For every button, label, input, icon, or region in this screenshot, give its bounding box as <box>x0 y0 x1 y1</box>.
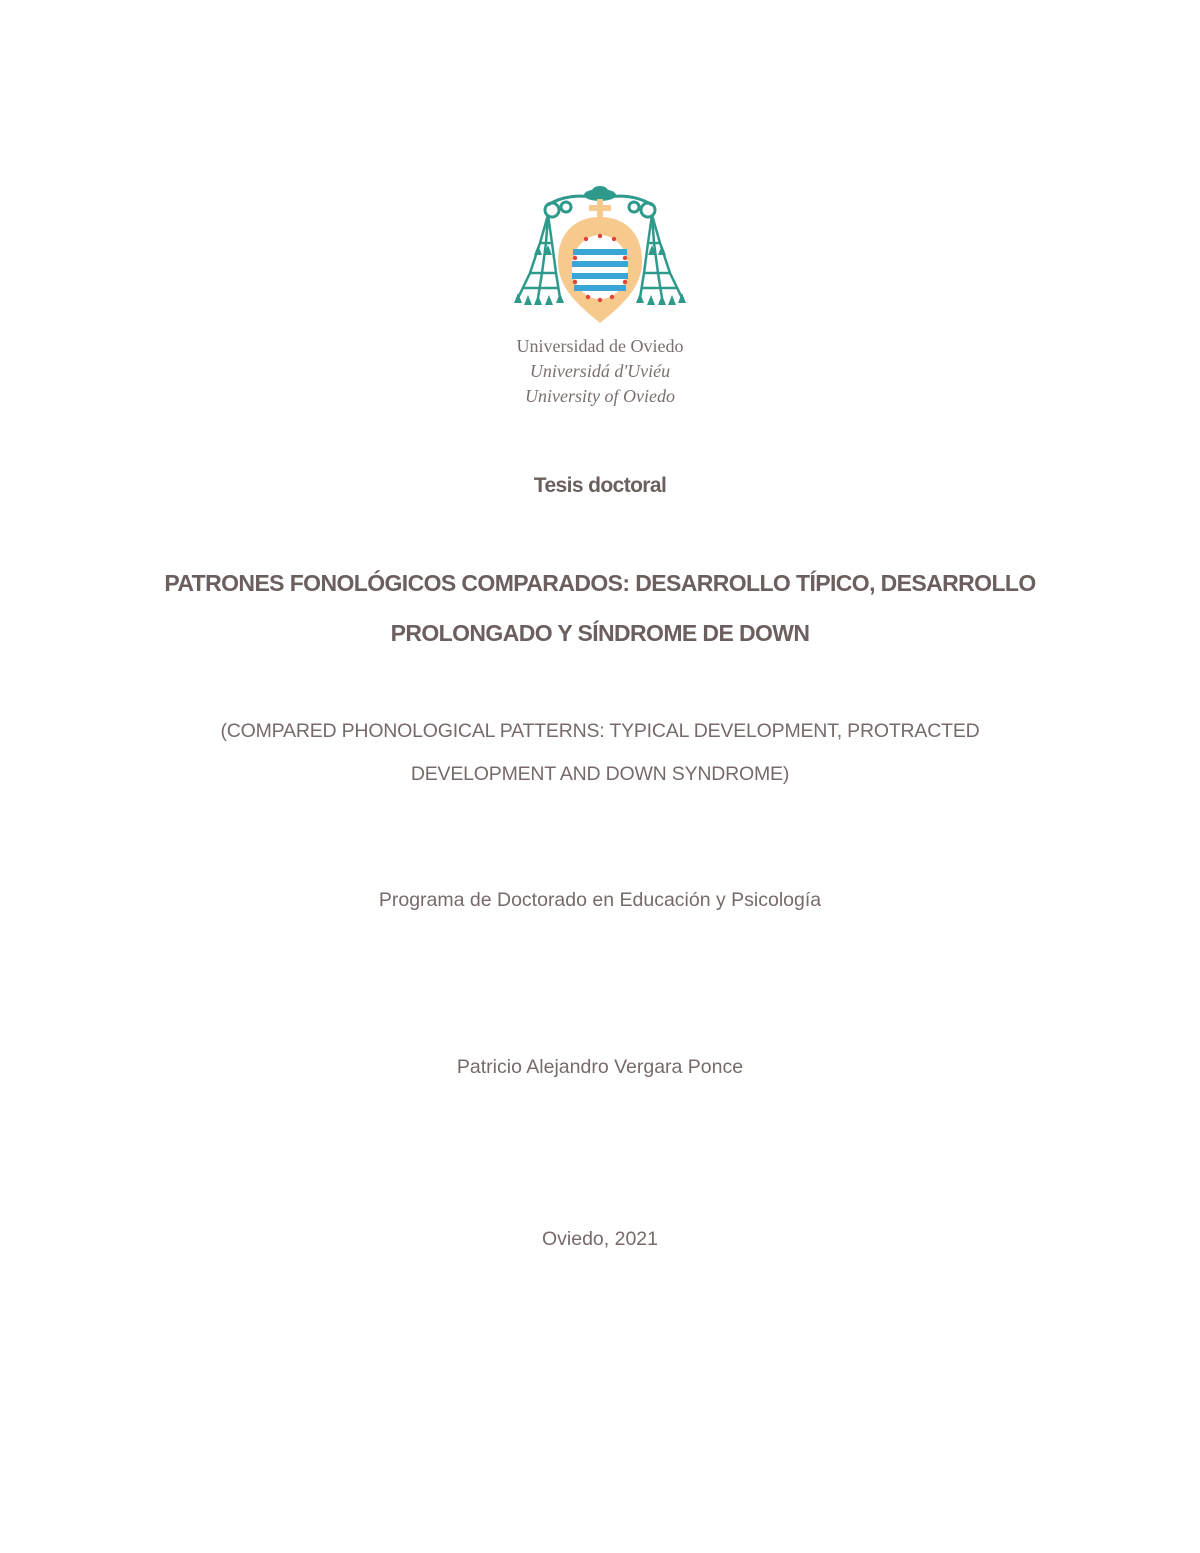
thesis-title-line-1: PATRONES FONOLÓGICOS COMPARADOS: DESARROLLO TÍPICO, DESARROLLO <box>164 570 1036 596</box>
university-name-spanish: Universidad de Oviedo <box>516 336 684 356</box>
document-type: Tesis doctoral <box>533 474 667 497</box>
author-name: Patricio Alejandro Vergara Ponce <box>456 1056 744 1078</box>
doctoral-program: Programa de Doctorado en Educación y Psicología <box>378 889 822 911</box>
university-of-oviedo-coat-of-arms-icon <box>500 183 700 333</box>
university-name-asturian: Universidá d'Uviéu <box>529 361 671 381</box>
thesis-title-line-2: PROLONGADO Y SÍNDROME DE DOWN <box>390 620 810 646</box>
university-name-english: University of Oviedo <box>525 386 675 406</box>
english-title-line-1: (COMPARED PHONOLOGICAL PATTERNS: TYPICAL DEVELOPMENT, PROTRACTED <box>220 720 980 742</box>
place-and-date: Oviedo, 2021 <box>541 1228 658 1250</box>
english-title-line-2: DEVELOPMENT AND DOWN SYNDROME) <box>410 763 790 785</box>
